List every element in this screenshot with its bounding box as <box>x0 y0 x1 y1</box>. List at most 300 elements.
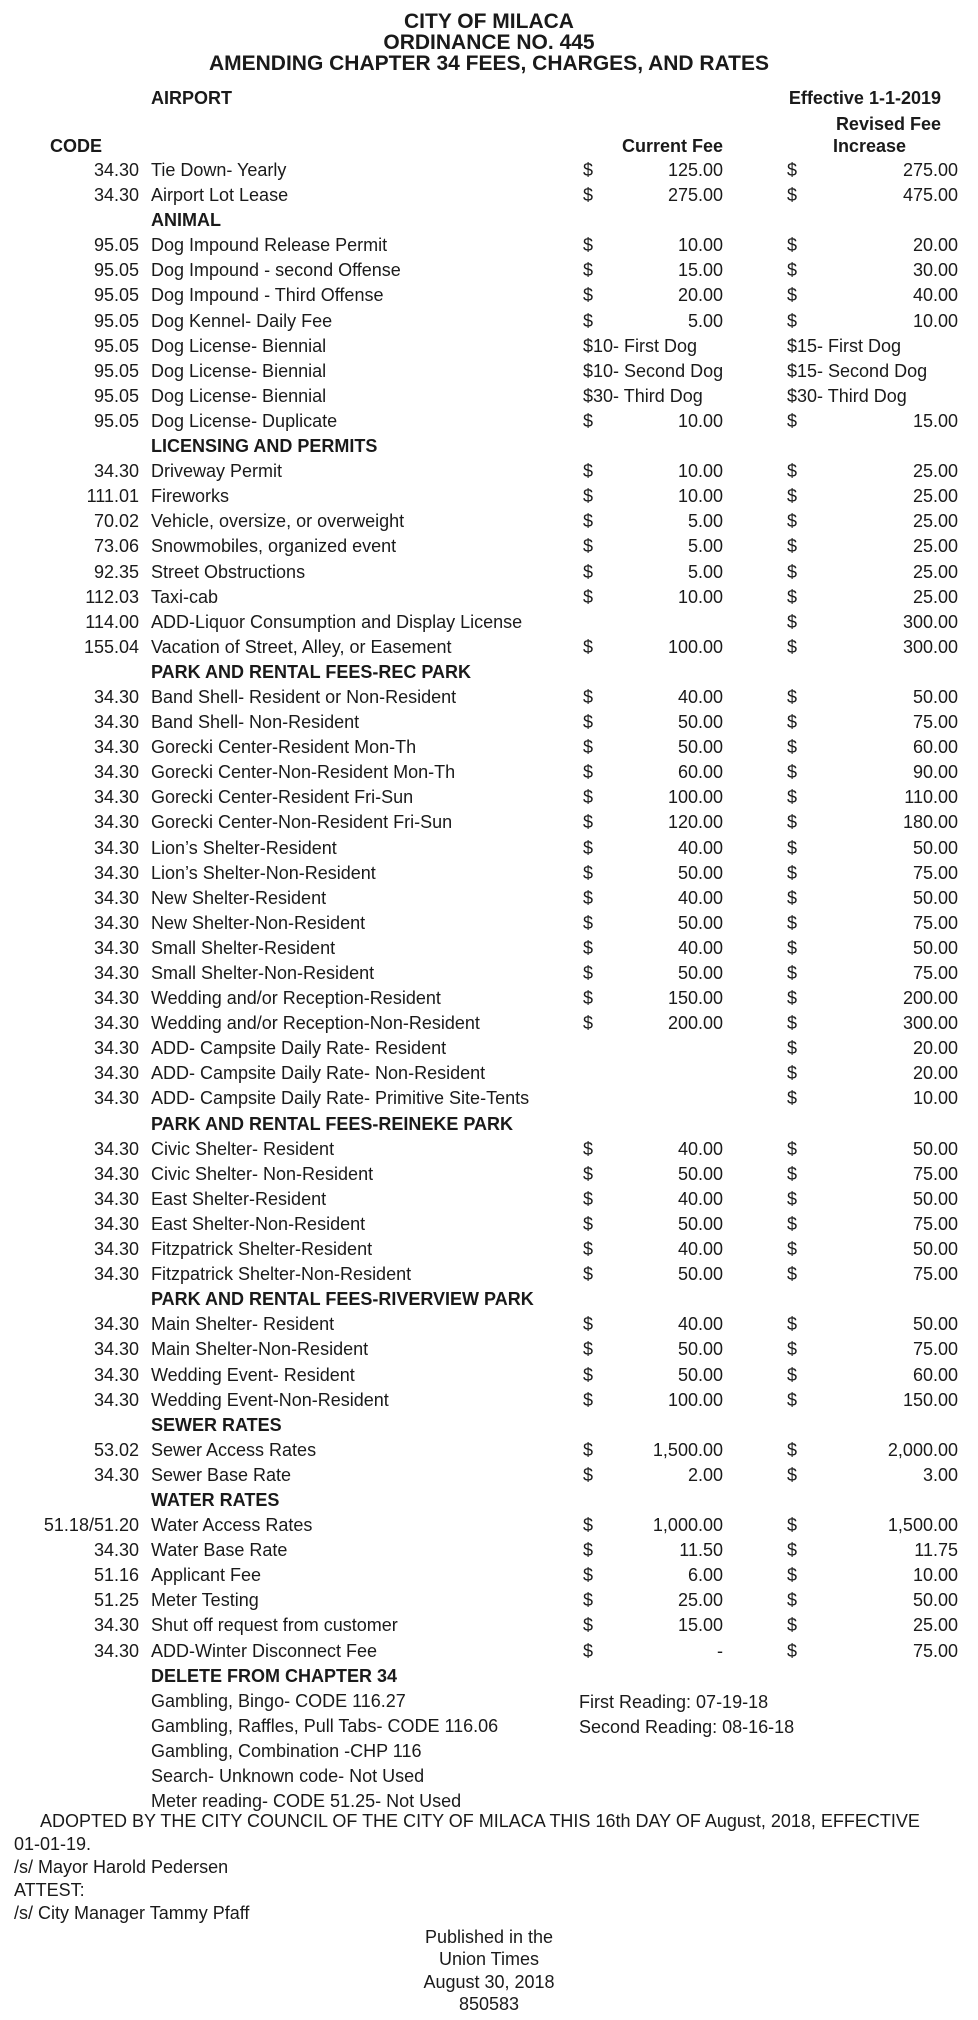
table-row <box>0 1187 978 1212</box>
increase-column-header: Increase <box>832 136 906 156</box>
fee-code: 34.30 <box>93 762 139 783</box>
revised-dollar-sign: $ <box>787 1213 798 1234</box>
current-fee: 10.00 <box>677 486 723 507</box>
fee-code: 34.30 <box>93 787 139 808</box>
current-fee: 2.00 <box>687 1464 723 1485</box>
fee-code: 34.30 <box>93 1013 139 1034</box>
fee-code: 51.16 <box>93 1565 139 1586</box>
revised-dollar-sign: $ <box>787 1239 798 1260</box>
current-fee: 100.00 <box>667 787 723 808</box>
current-dollar-sign: $ <box>583 963 594 983</box>
current-fee: 40.00 <box>677 1188 723 1209</box>
fee-code: 34.30 <box>93 1640 139 1661</box>
revised-dollar-sign: $ <box>787 686 798 707</box>
current-dollar-sign: $ <box>583 1464 594 1485</box>
fee-code: 34.30 <box>93 1213 139 1234</box>
revised-fee: 50.00 <box>912 1239 958 1260</box>
current-fee: 20.00 <box>677 285 723 306</box>
current-fee: 5.00 <box>687 310 723 331</box>
revised-fee: 50.00 <box>912 887 958 908</box>
fee-description: Airport Lot Lease <box>151 185 289 206</box>
fee-code: 73.06 <box>93 536 139 557</box>
revised-fee: 75.00 <box>912 1339 958 1360</box>
fee-code: 34.30 <box>93 1188 139 1209</box>
revised-dollar-sign: $ <box>787 1640 798 1661</box>
table-row <box>0 1036 978 1061</box>
current-fee: 100.00 <box>667 1389 723 1410</box>
current-dollar-sign: $ <box>583 988 594 1009</box>
table-row <box>0 1538 978 1563</box>
current-fee: 150.00 <box>667 988 723 1009</box>
notice-header <box>0 11 978 74</box>
fee-description: Meter reading- CODE 51.25- Not Used <box>151 1791 462 1812</box>
fee-code: 34.30 <box>93 1389 139 1410</box>
fee-code: 34.30 <box>93 937 139 958</box>
current-fee: 40.00 <box>677 686 723 707</box>
section-heading <box>0 208 978 233</box>
revised-fee: 2,000.00 <box>887 1439 958 1460</box>
current-fee: 200.00 <box>667 1013 723 1034</box>
current-fee: 25.00 <box>677 1590 723 1611</box>
fee-code: 34.30 <box>93 912 139 933</box>
revised-dollar-sign: $ <box>787 1339 798 1360</box>
revised-fee: $30- Third Dog <box>787 385 907 406</box>
fee-description: ADD- Campsite Daily Rate- Resident <box>151 1038 447 1059</box>
revised-dollar-sign: $ <box>787 260 798 281</box>
revised-fee: 50.00 <box>912 937 958 958</box>
revised-fee: 75.00 <box>912 1264 958 1285</box>
fee-description: Vacation of Street, Alley, or Easement <box>151 636 452 657</box>
revised-dollar-sign: $ <box>787 511 798 532</box>
revised-fee: 50.00 <box>912 1188 958 1209</box>
revised-fee: 50.00 <box>912 1138 958 1159</box>
revised-dollar-sign: $ <box>787 762 798 783</box>
current-dollar-sign: $ <box>583 712 594 733</box>
current-fee: 15.00 <box>677 1615 723 1636</box>
revised-fee: 275.00 <box>902 160 958 180</box>
revised-fee: 50.00 <box>912 837 958 858</box>
fee-description: Gorecki Center-Non-Resident Fri-Sun <box>151 812 453 833</box>
table-row <box>0 760 978 785</box>
current-dollar-sign: $ <box>583 1540 594 1561</box>
revised-fee: 75.00 <box>912 1163 958 1184</box>
revised-fee: 50.00 <box>912 686 958 707</box>
ordinance-number: ORDINANCE NO. 445 <box>383 31 595 54</box>
fee-description: Dog License- Duplicate <box>151 410 338 431</box>
revised-dollar-sign: $ <box>787 636 798 657</box>
revised-dollar-sign: $ <box>787 1163 798 1184</box>
current-fee: $10- First Dog <box>583 335 698 356</box>
revised-dollar-sign: $ <box>787 1364 798 1385</box>
revised-fee: 30.00 <box>912 260 958 281</box>
fee-description: Sewer Access Rates <box>151 1439 317 1460</box>
current-dollar-sign: $ <box>583 1439 594 1460</box>
second-reading: Second Reading: 08-16-18 <box>579 1717 795 1737</box>
fee-code: 51.25 <box>93 1590 139 1611</box>
fee-description: Gambling, Combination -CHP 116 <box>151 1740 422 1761</box>
current-dollar-sign: $ <box>583 1163 594 1184</box>
fee-code: 70.02 <box>93 511 139 532</box>
table-row <box>0 610 978 635</box>
fee-code: 95.05 <box>93 285 139 306</box>
fee-description: Water Base Rate <box>151 1540 288 1561</box>
fee-description: Dog License- Biennial <box>151 335 327 356</box>
reading-dates <box>579 1690 794 1740</box>
fee-description: Main Shelter- Resident <box>151 1314 335 1335</box>
current-fee: 11.50 <box>679 1540 723 1561</box>
current-dollar-sign: $ <box>583 1389 594 1410</box>
table-row <box>0 1764 978 1789</box>
fee-description: Dog License- Biennial <box>151 385 327 406</box>
fee-description: Fitzpatrick Shelter-Resident <box>151 1239 373 1260</box>
fee-code: 34.30 <box>93 160 139 180</box>
fee-description: Gorecki Center-Non-Resident Mon-Th <box>151 762 456 783</box>
revised-fee: 10.00 <box>912 1088 958 1109</box>
fee-code: 34.30 <box>93 185 139 206</box>
current-fee: 50.00 <box>677 1364 723 1385</box>
revised-dollar-sign: $ <box>787 1264 798 1285</box>
current-fee: 10.00 <box>677 586 723 607</box>
current-dollar-sign: $ <box>583 762 594 783</box>
fee-description: Small Shelter-Resident <box>151 937 336 958</box>
section-heading <box>0 1413 978 1438</box>
fee-code: 34.30 <box>93 1063 139 1084</box>
fee-description: East Shelter-Non-Resident <box>151 1213 366 1234</box>
table-row <box>0 911 978 936</box>
code-column-header: CODE <box>50 136 103 156</box>
adoption-line: ADOPTED BY THE CITY COUNCIL OF THE CITY OF MILACA THIS 16th DAY OF August, 2018, EFFECTIVE <box>40 1811 920 1831</box>
table-row <box>0 1613 978 1638</box>
fee-description: Dog Kennel- Daily Fee <box>151 310 333 331</box>
table-row <box>0 1337 978 1362</box>
current-dollar-sign: $ <box>583 1188 594 1209</box>
revised-fee: 20.00 <box>912 1038 958 1059</box>
table-row <box>0 534 978 559</box>
fee-description: Dog License- Biennial <box>151 360 327 381</box>
revised-dollar-sign: $ <box>787 536 798 557</box>
section-title: PARK AND RENTAL FEES-REINEKE PARK <box>151 1113 514 1134</box>
table-row <box>0 359 978 384</box>
current-fee: 40.00 <box>677 1314 723 1335</box>
current-dollar-sign: $ <box>583 912 594 933</box>
revised-fee: 75.00 <box>912 963 958 983</box>
revised-fee: 300.00 <box>902 611 958 632</box>
revised-dollar-sign: $ <box>787 1439 798 1460</box>
fee-code: 34.30 <box>93 1138 139 1159</box>
fee-code: 34.30 <box>93 461 139 482</box>
fee-description: Band Shell- Non-Resident <box>151 712 360 733</box>
revised-fee: 3.00 <box>922 1464 958 1485</box>
current-dollar-sign: $ <box>583 686 594 707</box>
current-fee: $10- Second Dog <box>583 360 724 381</box>
current-dollar-sign: $ <box>583 887 594 908</box>
fee-code: 34.30 <box>93 1540 139 1561</box>
table-row <box>0 886 978 911</box>
fee-code: 95.05 <box>93 235 139 256</box>
current-dollar-sign: $ <box>583 185 594 206</box>
current-fee: 275.00 <box>667 185 723 206</box>
revised-fee: 10.00 <box>912 310 958 331</box>
current-fee: 50.00 <box>677 912 723 933</box>
revised-dollar-sign: $ <box>787 988 798 1009</box>
fee-description: New Shelter-Non-Resident <box>151 912 366 933</box>
current-fee: 40.00 <box>677 1138 723 1159</box>
revised-dollar-sign: $ <box>787 787 798 808</box>
fee-description: Civic Shelter- Resident <box>151 1138 335 1159</box>
revised-dollar-sign: $ <box>787 1314 798 1335</box>
fee-description: Small Shelter-Non-Resident <box>151 963 375 983</box>
notice-number: 850583 <box>458 1994 520 2015</box>
current-dollar-sign: $ <box>583 862 594 883</box>
table-row <box>0 1588 978 1613</box>
fee-description: Dog Impound Release Permit <box>151 235 388 256</box>
fee-code: 34.30 <box>93 1339 139 1360</box>
fee-code: 34.30 <box>93 1264 139 1285</box>
revised-fee: 75.00 <box>912 712 958 733</box>
section-title: WATER RATES <box>151 1489 280 1510</box>
fee-code: 95.05 <box>93 310 139 331</box>
section-title: PARK AND RENTAL FEES-REC PARK <box>151 661 472 682</box>
fee-description: Gambling, Bingo- CODE 116.27 <box>151 1690 406 1711</box>
section-heading <box>0 660 978 685</box>
fee-description: Civic Shelter- Non-Resident <box>151 1163 374 1184</box>
revised-fee: 25.00 <box>912 561 958 582</box>
section-title: LICENSING AND PERMITS <box>151 436 378 457</box>
revised-dollar-sign: $ <box>787 1013 798 1034</box>
table-row <box>0 258 978 283</box>
table-row <box>0 1262 978 1287</box>
current-fee: 10.00 <box>677 410 723 431</box>
fee-code: 114.00 <box>85 611 139 632</box>
table-row <box>0 459 978 484</box>
table-row <box>0 1363 978 1388</box>
current-dollar-sign: $ <box>583 260 594 281</box>
revised-dollar-sign: $ <box>787 160 798 180</box>
fee-code: 34.30 <box>93 988 139 1009</box>
mayor-signature: /s/ Mayor Harold Pedersen <box>14 1857 229 1877</box>
fee-description: Water Access Rates <box>151 1515 313 1536</box>
current-dollar-sign: $ <box>583 812 594 833</box>
fee-code: 34.30 <box>93 1163 139 1184</box>
revised-fee: 15.00 <box>912 410 958 431</box>
current-dollar-sign: $ <box>583 1138 594 1159</box>
current-fee: 50.00 <box>677 1163 723 1184</box>
fee-description: Gorecki Center-Resident Mon-Th <box>151 737 417 758</box>
fee-description: Dog Impound - second Offense <box>151 260 401 281</box>
revised-dollar-sign: $ <box>787 887 798 908</box>
section-heading <box>0 1664 978 1689</box>
publication-info <box>0 1926 978 2016</box>
table-row <box>0 1011 978 1036</box>
revised-dollar-sign: $ <box>787 611 798 632</box>
table-row <box>0 1212 978 1237</box>
fee-description: Snowmobiles, organized event <box>151 536 397 557</box>
revised-fee: 475.00 <box>902 185 958 206</box>
fee-table <box>0 158 978 1814</box>
fee-code: 95.05 <box>93 360 139 381</box>
table-row <box>0 710 978 735</box>
current-fee: 50.00 <box>677 1339 723 1360</box>
first-reading: First Reading: 07-19-18 <box>579 1692 769 1712</box>
revised-fee: 20.00 <box>912 1063 958 1084</box>
table-row <box>0 334 978 359</box>
city-name: CITY OF MILACA <box>404 10 574 33</box>
published-in: Published in the <box>424 1927 554 1947</box>
fee-description: Gorecki Center-Resident Fri-Sun <box>151 787 414 808</box>
publication-date: August 30, 2018 <box>423 1971 555 1992</box>
table-row <box>0 635 978 660</box>
table-row <box>0 384 978 409</box>
table-row <box>0 936 978 961</box>
revised-fee: 25.00 <box>912 511 958 532</box>
current-fee: 10.00 <box>677 461 723 482</box>
revised-dollar-sign: $ <box>787 712 798 733</box>
revised-dollar-sign: $ <box>787 1038 798 1059</box>
revised-fee-header: Revised Fee <box>835 114 941 134</box>
fee-description: New Shelter-Resident <box>151 887 327 908</box>
current-dollar-sign: $ <box>583 737 594 758</box>
revised-dollar-sign: $ <box>787 235 798 256</box>
current-fee: 100.00 <box>667 636 723 657</box>
current-fee: 50.00 <box>677 963 723 983</box>
current-fee: 15.00 <box>677 260 723 281</box>
fee-description: Lion’s Shelter-Resident <box>151 837 337 858</box>
revised-dollar-sign: $ <box>787 1389 798 1410</box>
current-fee-column-header: Current Fee <box>621 136 723 156</box>
fee-description: Vehicle, oversize, or overweight <box>151 511 405 532</box>
fee-description: Street Obstructions <box>151 561 306 582</box>
fee-description: Lion’s Shelter-Non-Resident <box>151 862 376 883</box>
table-row <box>0 1739 978 1764</box>
section-heading <box>0 1488 978 1513</box>
current-fee: 1,000.00 <box>652 1515 723 1536</box>
table-row <box>0 158 978 183</box>
fee-code: 95.05 <box>93 260 139 281</box>
current-fee: 50.00 <box>677 712 723 733</box>
revised-dollar-sign: $ <box>787 310 798 331</box>
current-dollar-sign: $ <box>583 310 594 331</box>
current-fee: 40.00 <box>677 837 723 858</box>
fee-code: 34.30 <box>93 712 139 733</box>
fee-description: Wedding Event-Non-Resident <box>151 1389 389 1410</box>
table-row <box>0 233 978 258</box>
fee-code: 34.30 <box>93 862 139 883</box>
fee-description: Dog Impound - Third Offense <box>151 285 384 306</box>
revised-fee: 50.00 <box>912 1590 958 1611</box>
current-dollar-sign: $ <box>583 536 594 557</box>
table-row <box>0 1463 978 1488</box>
fee-code: 95.05 <box>93 385 139 406</box>
revised-dollar-sign: $ <box>787 410 798 431</box>
table-row <box>0 560 978 585</box>
table-row <box>0 685 978 710</box>
revised-dollar-sign: $ <box>787 1088 798 1109</box>
revised-fee: 75.00 <box>912 1640 958 1661</box>
table-row <box>0 484 978 509</box>
table-row <box>0 283 978 308</box>
table-row <box>0 1312 978 1337</box>
current-dollar-sign: $ <box>583 235 594 256</box>
current-dollar-sign: $ <box>583 1239 594 1260</box>
revised-dollar-sign: $ <box>787 486 798 507</box>
current-dollar-sign: $ <box>583 636 594 657</box>
revised-dollar-sign: $ <box>787 561 798 582</box>
manager-signature: /s/ City Manager Tammy Pfaff <box>14 1903 250 1923</box>
current-fee: - <box>717 1640 723 1661</box>
fee-description: ADD- Campsite Daily Rate- Primitive Site-Tents <box>151 1088 530 1109</box>
current-fee: 6.00 <box>687 1565 723 1586</box>
revised-dollar-sign: $ <box>787 1540 798 1561</box>
fee-code: 34.30 <box>93 737 139 758</box>
revised-fee: 60.00 <box>912 737 958 758</box>
current-dollar-sign: $ <box>583 410 594 431</box>
fee-description: Band Shell- Resident or Non-Resident <box>151 686 457 707</box>
fee-code: 92.35 <box>93 561 139 582</box>
table-row <box>0 810 978 835</box>
fee-code: 34.30 <box>93 887 139 908</box>
revised-dollar-sign: $ <box>787 1515 798 1536</box>
revised-fee: 20.00 <box>912 235 958 256</box>
fee-code: 34.30 <box>93 837 139 858</box>
revised-fee: 90.00 <box>912 762 958 783</box>
revised-dollar-sign: $ <box>787 963 798 983</box>
table-row <box>0 1714 978 1739</box>
fee-code: 34.30 <box>93 1464 139 1485</box>
revised-dollar-sign: $ <box>787 586 798 607</box>
table-row <box>0 1438 978 1463</box>
current-dollar-sign: $ <box>583 160 594 180</box>
fee-description: Wedding and/or Reception-Non-Resident <box>151 1013 480 1034</box>
fee-code: 34.30 <box>93 1088 139 1109</box>
current-fee: 120.00 <box>667 812 723 833</box>
fee-description: Gambling, Raffles, Pull Tabs- CODE 116.06 <box>151 1715 499 1736</box>
revised-dollar-sign: $ <box>787 1615 798 1636</box>
fee-code: 95.05 <box>93 335 139 356</box>
section-title: DELETE FROM CHAPTER 34 <box>151 1665 398 1686</box>
fee-code: 34.30 <box>93 963 139 983</box>
table-row <box>0 1237 978 1262</box>
revised-dollar-sign: $ <box>787 285 798 306</box>
section-heading <box>0 1112 978 1137</box>
fee-description: Sewer Base Rate <box>151 1464 292 1485</box>
adoption-statement <box>14 1810 972 1925</box>
fee-code: 34.30 <box>93 1239 139 1260</box>
current-fee: 5.00 <box>687 536 723 557</box>
fee-description: ADD- Campsite Daily Rate- Non-Resident <box>151 1063 486 1084</box>
revised-dollar-sign: $ <box>787 1138 798 1159</box>
fee-description: East Shelter-Resident <box>151 1188 327 1209</box>
revised-dollar-sign: $ <box>787 837 798 858</box>
revised-dollar-sign: $ <box>787 812 798 833</box>
table-row <box>0 309 978 334</box>
current-dollar-sign: $ <box>583 1264 594 1285</box>
current-fee: 60.00 <box>677 762 723 783</box>
fee-code: 34.30 <box>93 812 139 833</box>
revised-fee: 25.00 <box>912 486 958 507</box>
current-fee: 5.00 <box>687 561 723 582</box>
revised-dollar-sign: $ <box>787 461 798 482</box>
revised-dollar-sign: $ <box>787 1063 798 1084</box>
table-row <box>0 1639 978 1664</box>
fee-code: 34.30 <box>93 1314 139 1335</box>
section-title: PARK AND RENTAL FEES-RIVERVIEW PARK <box>151 1289 534 1310</box>
fee-description: Meter Testing <box>151 1590 259 1611</box>
current-fee: 50.00 <box>677 1213 723 1234</box>
current-dollar-sign: $ <box>583 1565 594 1586</box>
fee-code: 34.30 <box>93 686 139 707</box>
fee-code: 111.01 <box>86 486 139 507</box>
current-dollar-sign: $ <box>583 1590 594 1611</box>
